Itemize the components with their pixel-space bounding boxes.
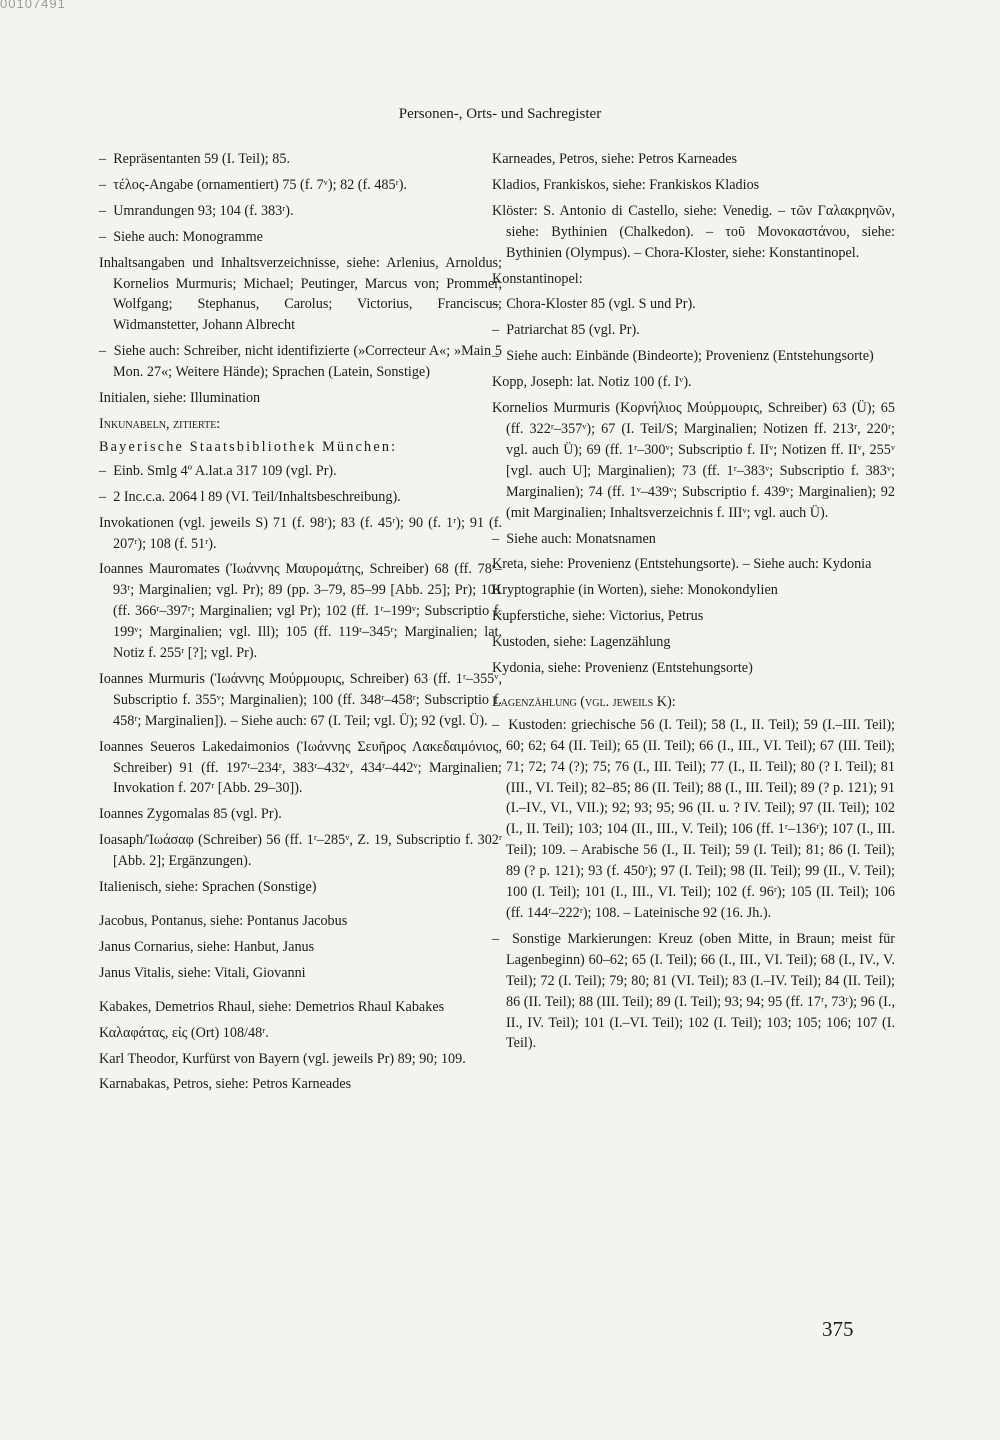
index-entry: Kabakes, Demetrios Rhaul, siehe: Demetrios Rhaul Kabakes — [99, 998, 445, 1015]
index-entry: Kornelios Murmuris (Κορνήλιος Μούρμουρις, Schreiber) 63 (Ü); 65 (ff. 322ʳ–357ᵛ); 67 (I. Teil/S; Marginalien; Notizen ff. 213ʳ, 220ʳ; vgl. auch Ü); 69 (ff. 1ʳ–300ᵛ; Subscriptio f. IIᵛ; Notizen ff. IIᵛ, 255ᵛ [vgl. auch U]; Marginalien); 73 (ff. 1ʳ–383ᵛ; Subscriptio f. 383ᵛ; Marginalien); 74 (ff. 1ᵛ–439ᵛ; Subscriptio f. 439ᵛ; Marginalien); 92 (mit Marginalien; Inhaltsverzeichnis f. IIIᵛ; vgl. auch Ü). — [492, 400, 895, 521]
index-subentry: – Einb. Smlg 4º A.lat.a 317 109 (vgl. Pr). — [99, 461, 502, 482]
index-entry: Janus Cornarius, siehe: Hanbut, Janus — [99, 938, 315, 955]
index-entry: Kladios, Frankiskos, siehe: Frankiskos Kladios — [492, 176, 760, 193]
index-subentry: – Siehe auch: Einbände (Bindeorte); Provenienz (Entstehungsorte) — [492, 346, 895, 367]
index-subentry: – Siehe auch: Monatsnamen — [492, 529, 895, 550]
index-entry: Karneades, Petros, siehe: Petros Karneades — [492, 151, 738, 167]
index-entry: Ioannes Seueros Lakedaimonios (Ἰωάννης Σευῆρος Λακεδαιμόνιος, Schreiber) 91 (ff. 197ʳ–234ʳ, 383ʳ–432ᵛ, 434ʳ–442ᵛ; Marginalien; Invokation f. 207ʳ [Abb. 29–30]). — [99, 738, 502, 797]
index-entry: Kustoden, siehe: Lagenzählung — [492, 634, 671, 651]
index-entry: Ioannes Zygomalas 85 (vgl. Pr). — [99, 806, 282, 823]
index-subentry: – Kustoden: griechische 56 (I. Teil); 58 (I., II. Teil); 59 (I.–III. Teil); 60; 62; 64 (II. Teil); 65 (II. Teil); 66 (I., III., VI. Teil); 67 (III. Teil); 71; 72; 74 (?); 75; 76 (I., III. Teil); 77 (I., II. Teil); 80 (? I. Teil); 81 (III., VI. Teil); 82–85; 86 (II. Teil); 88 (I., III. Teil); 89 (? p. 121); 91 (I.–IV., VI., VII.); 92; 93; 95; 96 (II. u. ? IV. Teil); 97 (II. Teil); 102 (I., II. Teil); 103; 104 (II., III., V. Teil); 106 (ff. 1ʳ–136ʳ); 107 (I., III. Teil); 109. – Arabische 56 (I., II. Teil); 59 (I. Teil); 81; 86 (I. Teil); 89 (? p. 121); 93 (f. 450ʳ); 97 (I. Teil); 98 (II. Teil); 99 (II., V. Teil); 100 (I. Teil); 101 (I., III., VI. Teil); 102 (f. 96ʳ); 105 (II. Teil); 106 (ff. 144ʳ–222ʳ); 108. – Lateinische 92 (16. Jh.). — [492, 715, 895, 924]
index-entry: Janus Vitalis, siehe: Vitali, Giovanni — [99, 964, 306, 981]
index-entry: Ioasaph/Ἰωάσαφ (Schreiber) 56 (ff. 1ʳ–285ᵛ, Z. 19, Subscriptio f. 302ʳ [Abb. 2]; Ergänzungen). — [99, 832, 502, 870]
index-subentry: – Siehe auch: Schreiber, nicht identifizierte (»Correcteur A«; »Main 5 Mon. 27«; Weitere Hände); Sprachen (Latein, Sonstige) — [99, 341, 502, 383]
left-column — [99, 149, 502, 1100]
index-subentry: – Siehe auch: Monogramme — [99, 227, 502, 248]
section-heading: Inkunabeln, zitierte: — [99, 415, 221, 432]
index-subentry: – Patriarchat 85 (vgl. Pr). — [492, 320, 895, 341]
index-entry: Klöster: S. Antonio di Castello, siehe: Venedig. – τῶν Γαλακρηνῶν, siehe: Bythinien (Chalkedon). – τοῦ Μονοκαστάνου, siehe: Bythinien (Olympus). – Chora-Kloster, siehe: Konstantinopel. — [492, 202, 895, 261]
index-entry: Inhaltsangaben und Inhaltsverzeichnisse, siehe: Arlenius, Arnoldus; Kornelios Murmuris; Michael; Peutinger, Marcus von; Prommer, Wolfgang; Stephanus, Carolus; Victorius, Franciscus; Widmanstetter, Johann Albrecht — [99, 254, 502, 334]
index-entry: Initialen, siehe: Illumination — [99, 390, 261, 407]
index-entry: Italienisch, siehe: Sprachen (Sonstige) — [99, 879, 317, 896]
index-entry: Konstantinopel: — [492, 270, 583, 287]
index-entry: Kryptographie (in Worten), siehe: Monokondylien — [492, 582, 778, 599]
index-entry: Καλαφάτας, εἰς (Ort) 108/48ʳ. — [99, 1024, 269, 1041]
index-entry: Kupferstiche, siehe: Victorius, Petrus — [492, 608, 704, 625]
index-entry: Kydonia, siehe: Provenienz (Entstehungsorte) — [492, 660, 753, 677]
index-entry: Ioannes Murmuris (Ἰωάννης Μούρμουρις, Schreiber) 63 (ff. 1ʳ–355ᵛ, Subscriptio f. 355ᵛ; Marginalien); 100 (ff. 348ʳ–458ʳ; Subscriptio f. 458ʳ; Marginalien]). – Siehe auch: 67 (I. Teil; vgl. Ü); 92 (vgl. Ü). — [99, 670, 502, 729]
scan-id: 00107491 — [0, 0, 66, 11]
index-subentry: – τέλος-Angabe (ornamentiert) 75 (f. 7ᵛ); 82 (f. 485ʳ). — [99, 175, 502, 196]
index-subentry: – 2 Inc.c.a. 2064 l 89 (VI. Teil/Inhaltsbeschreibung). — [99, 487, 502, 508]
index-entry: Kreta, siehe: Provenienz (Entstehungsorte). – Siehe auch: Kydonia — [492, 556, 872, 573]
index-entry: Karnabakas, Petros, siehe: Petros Karneades — [99, 1076, 352, 1093]
index-subentry: – Sonstige Markierungen: Kreuz (oben Mitte, in Braun; meist für Lagenbeginn) 60–62; 65 (I. Teil); 66 (I., III., VI. Teil); 68 (I., IV., V. Teil); 72 (I. Teil); 79; 80; 81 (VI. Teil); 83 (I.–IV. Teil); 84 (II. Teil); 86 (II. Teil); 88 (III. Teil); 89 (I. Teil); 93; 94; 95 (ff. 17ʳ, 73ʳ); 96 (I., II., IV. Teil); 101 (I.–VI. Teil); 102 (I. Teil); 103; 105; 106; 107 (I. Teil). — [492, 929, 895, 1054]
index-entry: Karl Theodor, Kurfürst von Bayern (vgl. jeweils Pr) 89; 90; 109. — [99, 1050, 466, 1067]
library-heading: Bayerische Staatsbibliothek München: — [99, 438, 398, 455]
index-entry: Invokationen (vgl. jeweils S) 71 (f. 98ʳ); 83 (f. 45ʳ); 90 (f. 1ʳ); 91 (f. 207ʳ); 108 (f. 51ʳ). — [99, 514, 502, 552]
index-entry: Ioannes Mauromates (Ἰωάννης Μαυρομάτης, Schreiber) 68 (ff. 78ʳ–93ʳ; Marginalien; vgl. Pr); 89 (pp. 3–79, 85–99 [Abb. 25]; Pr); 101 (ff. 366ʳ–397ʳ; Marginalien; vgl Pr); 102 (ff. 1ʳ–199ᵛ; Subscriptio f. 199ᵛ; Marginalien; vgl. Ill); 105 (ff. 119ʳ–345ʳ; Marginalien; lat. Notiz f. 255ʳ [?]; vgl. Pr). — [99, 561, 502, 662]
index-subentry: – Chora-Kloster 85 (vgl. S und Pr). — [492, 294, 895, 315]
index-subentry: – Umrandungen 93; 104 (f. 383ʳ). — [99, 201, 502, 222]
right-column — [492, 149, 895, 1059]
index-entry: Kopp, Joseph: lat. Notiz 100 (f. Iᵛ). — [492, 374, 692, 391]
section-heading: Lagenzählung (vgl. jeweils K): — [492, 693, 676, 710]
index-subentry: – Repräsentanten 59 (I. Teil); 85. — [99, 149, 502, 170]
page-number: 375 — [822, 1317, 854, 1341]
index-entry: Jacobus, Pontanus, siehe: Pontanus Jacobus — [99, 913, 348, 929]
running-head: Personen-, Orts- und Sachregister — [398, 106, 602, 122]
